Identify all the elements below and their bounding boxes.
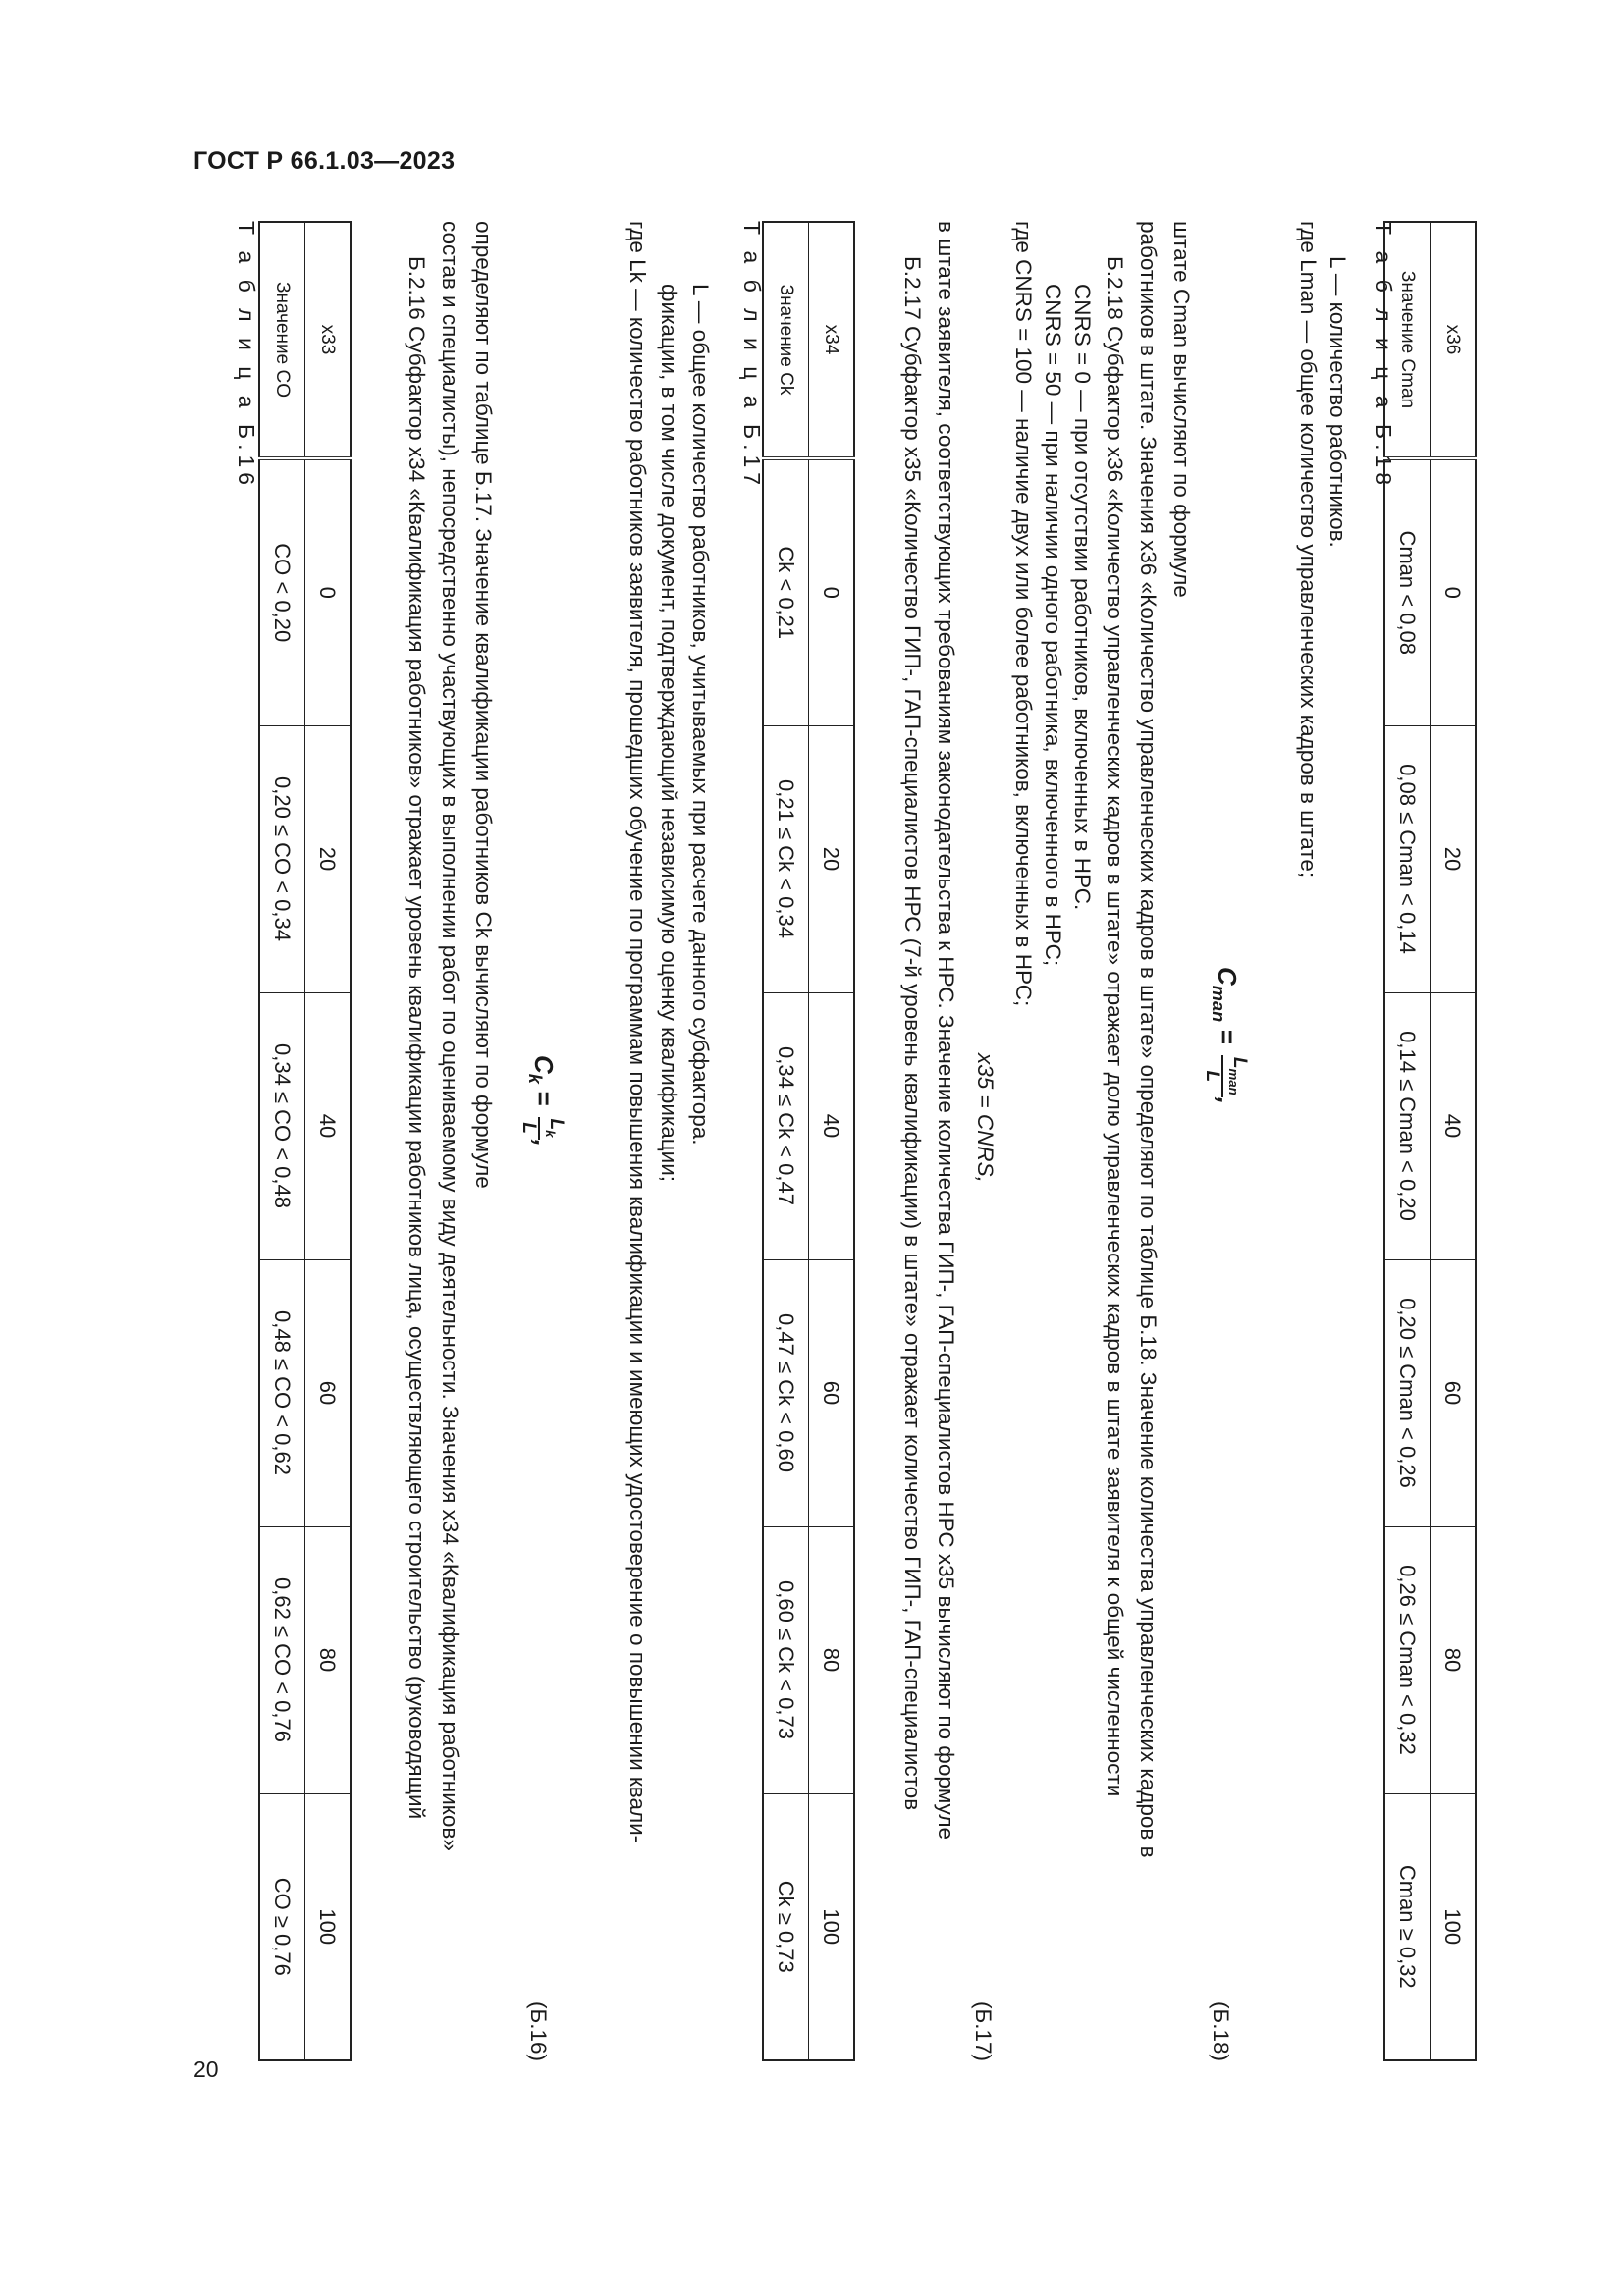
b218-text-line-2: работников в штате. Значения x36 «Количество управленческих кадров в штате» определяют по таблице Б.18. Значение количества управленческих кадров в [1136,221,1161,1858]
table-cell: 0 [809,458,855,725]
b216-where-2: L — общее количество работников, учитываемых при расчете данного субфактора. [688,284,713,1146]
table-cell: 20 [809,725,855,992]
table-cell: 0,20 ≤ Cman < 0,26 [1384,1259,1431,1526]
page-number: 20 [193,2056,219,2082]
table-cell: 80 [1431,1526,1477,1793]
table-cell: 0,08 ≤ Cman < 0,14 [1384,725,1431,992]
table-cell: 20 [1431,725,1477,992]
table-cell: x34 [809,222,855,458]
table-row [1384,222,1431,2060]
table-cell: 20 [305,725,352,992]
table-b16-caption: Т а б л и ц а Б.16 [234,221,259,491]
table-cell: 60 [1431,1259,1477,1526]
table-cell: 100 [305,1793,352,2060]
table-cell: 0,34 ≤ CO < 0,48 [259,992,305,1259]
table-cell: 40 [1431,992,1477,1259]
table-cell: CO ≥ 0,76 [259,1793,305,2060]
b217-where-2: CNRS = 50 — при наличии одного работника, включенного в НРС; [1041,284,1065,967]
table-cell: 100 [1431,1793,1477,2060]
table-row [763,222,809,2060]
b217-where-1: где CNRS = 100 — наличие двух или более работников, включенных в НРС; [1011,221,1036,1007]
table-row [809,222,855,2060]
table-cell: Ck ≥ 0,73 [763,1793,809,2060]
table-cell: x36 [1431,222,1477,458]
table-b18 [1383,221,1477,2061]
formula-b16: $C_k$ = $L_k$ L , [518,1055,567,1147]
b216-where-1b: фикации, в том числе документ, подтверждающий независимую оценку квалификации; [657,284,681,1183]
formula-b17: x35 = CNRS, [973,1053,998,1183]
b216-text-line-2: состав и специалисты), непосредственно участвующих в выполнении работ по оцениваемому виду деятельности. Значения x34 «Квалификация работников» [438,221,462,1851]
table-cell: Cman ≥ 0,32 [1384,1793,1431,2060]
table-b17 [762,221,855,2061]
table-b16 [258,221,352,2061]
table-cell: 0,62 ≤ CO < 0,76 [259,1526,305,1793]
table-cell: Значение Cman [1384,222,1431,458]
b216-text-line-3: определяют по таблице Б.17. Значение квалификации работников Ck вычисляют по формуле [471,221,496,1189]
table-cell: 0,21 ≤ Ck < 0,34 [763,725,809,992]
table-cell: 60 [305,1259,352,1526]
b218-text-line-1: Б.2.18 Субфактор x36 «Количество управленческих кадров в штате» отражает долю управленческих кадров в штате заявителя к общей численности [1103,256,1127,1797]
rotated-page-content [205,221,1477,2061]
b217-text-line-1: Б.2.17 Субфактор x35 «Количество ГИП-, ГАП-специалистов НРС (7-й уровень квалификации) в штате» отражает количество ГИП-, ГАП-специалистов [900,256,925,1811]
table-cell: Ck < 0,21 [763,458,809,725]
table-b17-caption: Т а б л и ц а Б.17 [739,221,765,491]
eq-number-b18: (Б.18) [1209,2001,1233,2061]
table-cell: Значение Ck [763,222,809,458]
b217-text-line-2: в штате заявителя, соответствующих требованиям законодательства к НРС. Значение количества ГИП-, ГАП-специалистов НРС x35 вычисляют по формуле [934,221,958,1840]
document-header: ГОСТ Р 66.1.03—2023 [193,147,456,175]
table-b18-caption: Т а б л и ц а Б.18 [1371,221,1396,491]
table-cell: 0,60 ≤ Ck < 0,73 [763,1526,809,1793]
b216-where-1: где Lk — количество работников заявителя, прошедших обучение по программам повышения квалификации и имеющих удостоверение о повышении квали- [625,221,650,1843]
table-row [1431,222,1477,2060]
b217-where-3: CNRS = 0 — при отсутствии работников, включенных в НРС. [1070,284,1095,911]
b218-where-1: где Lman — общее количество управленческих кадров в штате; [1296,221,1321,879]
b218-where-2: L — количество работников. [1326,256,1350,548]
table-cell: 0 [1431,458,1477,725]
table-cell: 60 [809,1259,855,1526]
table-row [259,222,305,2060]
table-row [305,222,352,2060]
table-cell: 0,34 ≤ Ck < 0,47 [763,992,809,1259]
table-cell: x33 [305,222,352,458]
eq-number-b17: (Б.17) [971,2001,996,2061]
b218-text-line-3: штате Cman вычисляют по формуле [1169,221,1194,598]
b216-text-line-1: Б.2.16 Субфактор x34 «Квалификация работников» отражает уровень квалификации работников лица, осуществляющего строительство (руководящий [405,256,429,1820]
table-cell: Cman < 0,08 [1384,458,1431,725]
eq-number-b16: (Б.16) [526,2001,551,2061]
table-cell: 0,20 ≤ CO < 0,34 [259,725,305,992]
table-cell: 80 [305,1526,352,1793]
table-cell: 0,14 ≤ Cman < 0,20 [1384,992,1431,1259]
table-cell: 40 [809,992,855,1259]
formula-b18: $C_{man}$ = $L_{man}$ L , [1202,967,1250,1105]
table-cell: 80 [809,1526,855,1793]
table-cell: 0,26 ≤ Cman < 0,32 [1384,1526,1431,1793]
table-cell: 0,47 ≤ Ck < 0,60 [763,1259,809,1526]
table-cell: 0 [305,458,352,725]
table-cell: CO < 0,20 [259,458,305,725]
table-cell: 40 [305,992,352,1259]
table-cell: 0,48 ≤ CO < 0,62 [259,1259,305,1526]
table-cell: 100 [809,1793,855,2060]
table-cell: Значение CO [259,222,305,458]
